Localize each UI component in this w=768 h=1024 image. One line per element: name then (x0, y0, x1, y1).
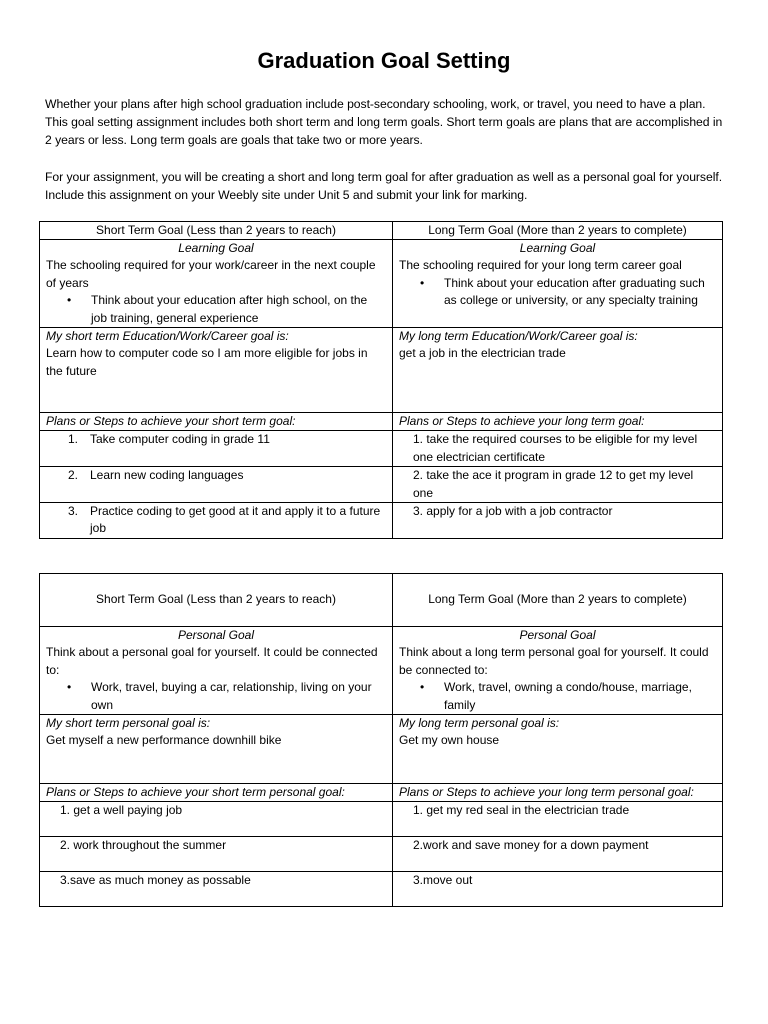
long-personal-info-cell (393, 627, 723, 715)
long-step-text: 2. take the ace it program in grade 12 to get my level one (413, 468, 694, 500)
short-goal-prompt: My short term Education/Work/Career goal is: (46, 329, 289, 344)
learning-plans-prompt-row (40, 413, 723, 431)
short-personal-goal-prompt: My short term personal goal is: (46, 716, 211, 731)
learning-goal-info-row (40, 240, 723, 328)
long-goal-prompt: My long term Education/Work/Career goal is: (399, 329, 638, 344)
long-personal-description: Think about a long term personal goal for yourself. It could be connected to: (399, 645, 709, 677)
long-goal-answer: get a job in the electrician trade (399, 346, 566, 361)
long-personal-step-text: 1. get my red seal in the electrician trade (413, 803, 630, 818)
long-term-header: Long Term Goal (More than 2 years to complete) (393, 222, 723, 240)
short-personal-plans-prompt: Plans or Steps to achieve your short term personal goal: (40, 784, 393, 802)
short-personal-step-cell[interactable] (40, 837, 393, 872)
learning-step-row (40, 467, 723, 503)
long-learning-bullets (399, 275, 716, 310)
long-personal-step-text: 3.move out (413, 873, 473, 888)
short-learning-info-cell (40, 240, 393, 328)
short-goal-answer: Learn how to computer code so I am more eligible for jobs in the future (46, 346, 368, 378)
short-learning-description: The schooling required for your work/career in the next couple of years (46, 258, 376, 290)
intro-paragraph-2: For your assignment, you will be creating a short and long term goal for after graduation as well as a personal goal for yourself. Include this assignment on your Weebly site under Unit 5 and submit your link for marking. (45, 170, 723, 202)
long-learning-description: The schooling required for your long term career goal (399, 258, 682, 273)
long-personal-goal-cell[interactable] (393, 715, 723, 784)
long-learning-info-cell (393, 240, 723, 328)
personal-goal-answer-row (40, 715, 723, 784)
personal-goal-table (39, 573, 723, 907)
personal-step-row (40, 872, 723, 907)
long-personal-bullet: • Work, travel, owning a condo/house, marriage, family (399, 679, 716, 714)
personal-goal-info-row (40, 627, 723, 715)
long-step-cell[interactable] (393, 431, 723, 467)
learning-step-row (40, 503, 723, 539)
long-term-header: Long Term Goal (More than 2 years to complete) (393, 574, 723, 627)
personal-step-row (40, 837, 723, 872)
long-personal-plans-prompt: Plans or Steps to achieve your long term personal goal: (393, 784, 723, 802)
short-personal-goal-answer: Get myself a new performance downhill bike (46, 733, 282, 748)
short-step-text: Take computer coding in grade 11 (90, 432, 270, 447)
learning-step-row (40, 431, 723, 467)
table-header-row (40, 574, 723, 627)
long-step-cell[interactable] (393, 467, 723, 503)
page-title: Graduation Goal Setting (257, 48, 511, 73)
long-personal-step-cell[interactable] (393, 802, 723, 837)
short-learning-bullets (46, 292, 386, 327)
table-header-row (40, 222, 723, 240)
long-personal-section-title: Personal Goal (519, 628, 596, 642)
short-personal-description: Think about a personal goal for yourself. It could be connected to: (46, 645, 378, 677)
short-personal-info-cell (40, 627, 393, 715)
short-term-header: Short Term Goal (Less than 2 years to reach) (40, 574, 393, 627)
short-term-header: Short Term Goal (Less than 2 years to reach) (40, 222, 393, 240)
step-number: 2. (68, 468, 79, 483)
short-personal-step-cell[interactable] (40, 802, 393, 837)
long-plans-prompt: Plans or Steps to achieve your long term goal: (393, 413, 723, 431)
long-step-text: 1. take the required courses to be eligible for my level one electrician certificate (413, 432, 698, 464)
short-learning-bullet: • Think about your education after high school, on the job training, general experience (46, 292, 386, 327)
learning-goal-answer-row (40, 328, 723, 413)
short-step-text: Practice coding to get good at it and apply it to a future job (90, 504, 381, 536)
long-goal-answer-cell[interactable] (393, 328, 723, 413)
short-personal-step-cell[interactable] (40, 872, 393, 907)
personal-step-row (40, 802, 723, 837)
personal-plans-prompt-row (40, 784, 723, 802)
short-step-text: Learn new coding languages (90, 468, 244, 483)
learning-goal-table (39, 221, 723, 539)
long-personal-bullets (399, 679, 716, 714)
short-step-cell[interactable] (40, 431, 393, 467)
step-number: 1. (68, 432, 79, 447)
short-personal-step-text: 3.save as much money as possable (60, 873, 251, 888)
step-number: 3. (68, 504, 79, 519)
long-learning-bullet: • Think about your education after graduating such as college or university, or any specialty training (399, 275, 716, 310)
short-personal-goal-cell[interactable] (40, 715, 393, 784)
short-goal-answer-cell[interactable] (40, 328, 393, 413)
short-personal-step-text: 2. work throughout the summer (60, 838, 227, 853)
short-step-cell[interactable] (40, 503, 393, 539)
short-step-cell[interactable] (40, 467, 393, 503)
long-step-cell[interactable] (393, 503, 723, 539)
long-personal-step-text: 2.work and save money for a down payment (413, 838, 649, 853)
long-personal-goal-prompt: My long term personal goal is: (399, 716, 560, 731)
long-personal-step-cell[interactable] (393, 872, 723, 907)
short-personal-bullet: • Work, travel, buying a car, relationship, living on your own (46, 679, 386, 714)
short-personal-section-title: Personal Goal (177, 628, 255, 642)
long-learning-section-title: Learning Goal (519, 241, 596, 255)
short-personal-bullets (46, 679, 386, 714)
long-personal-goal-answer: Get my own house (399, 733, 500, 748)
short-personal-step-text: 1. get a well paying job (60, 803, 183, 818)
long-step-text: 3. apply for a job with a job contractor (413, 504, 613, 519)
long-personal-step-cell[interactable] (393, 837, 723, 872)
short-plans-prompt: Plans or Steps to achieve your short term goal: (40, 413, 393, 431)
intro-paragraph-1: Whether your plans after high school graduation include post-secondary schooling, work, or travel, you need to have a plan. This goal setting assignment includes both short term and long term goals. Short term goals are plans that are accomplished in 2 years or less. Long term goals are goals that take two or more years. (45, 97, 723, 147)
short-learning-section-title: Learning Goal (178, 241, 254, 255)
